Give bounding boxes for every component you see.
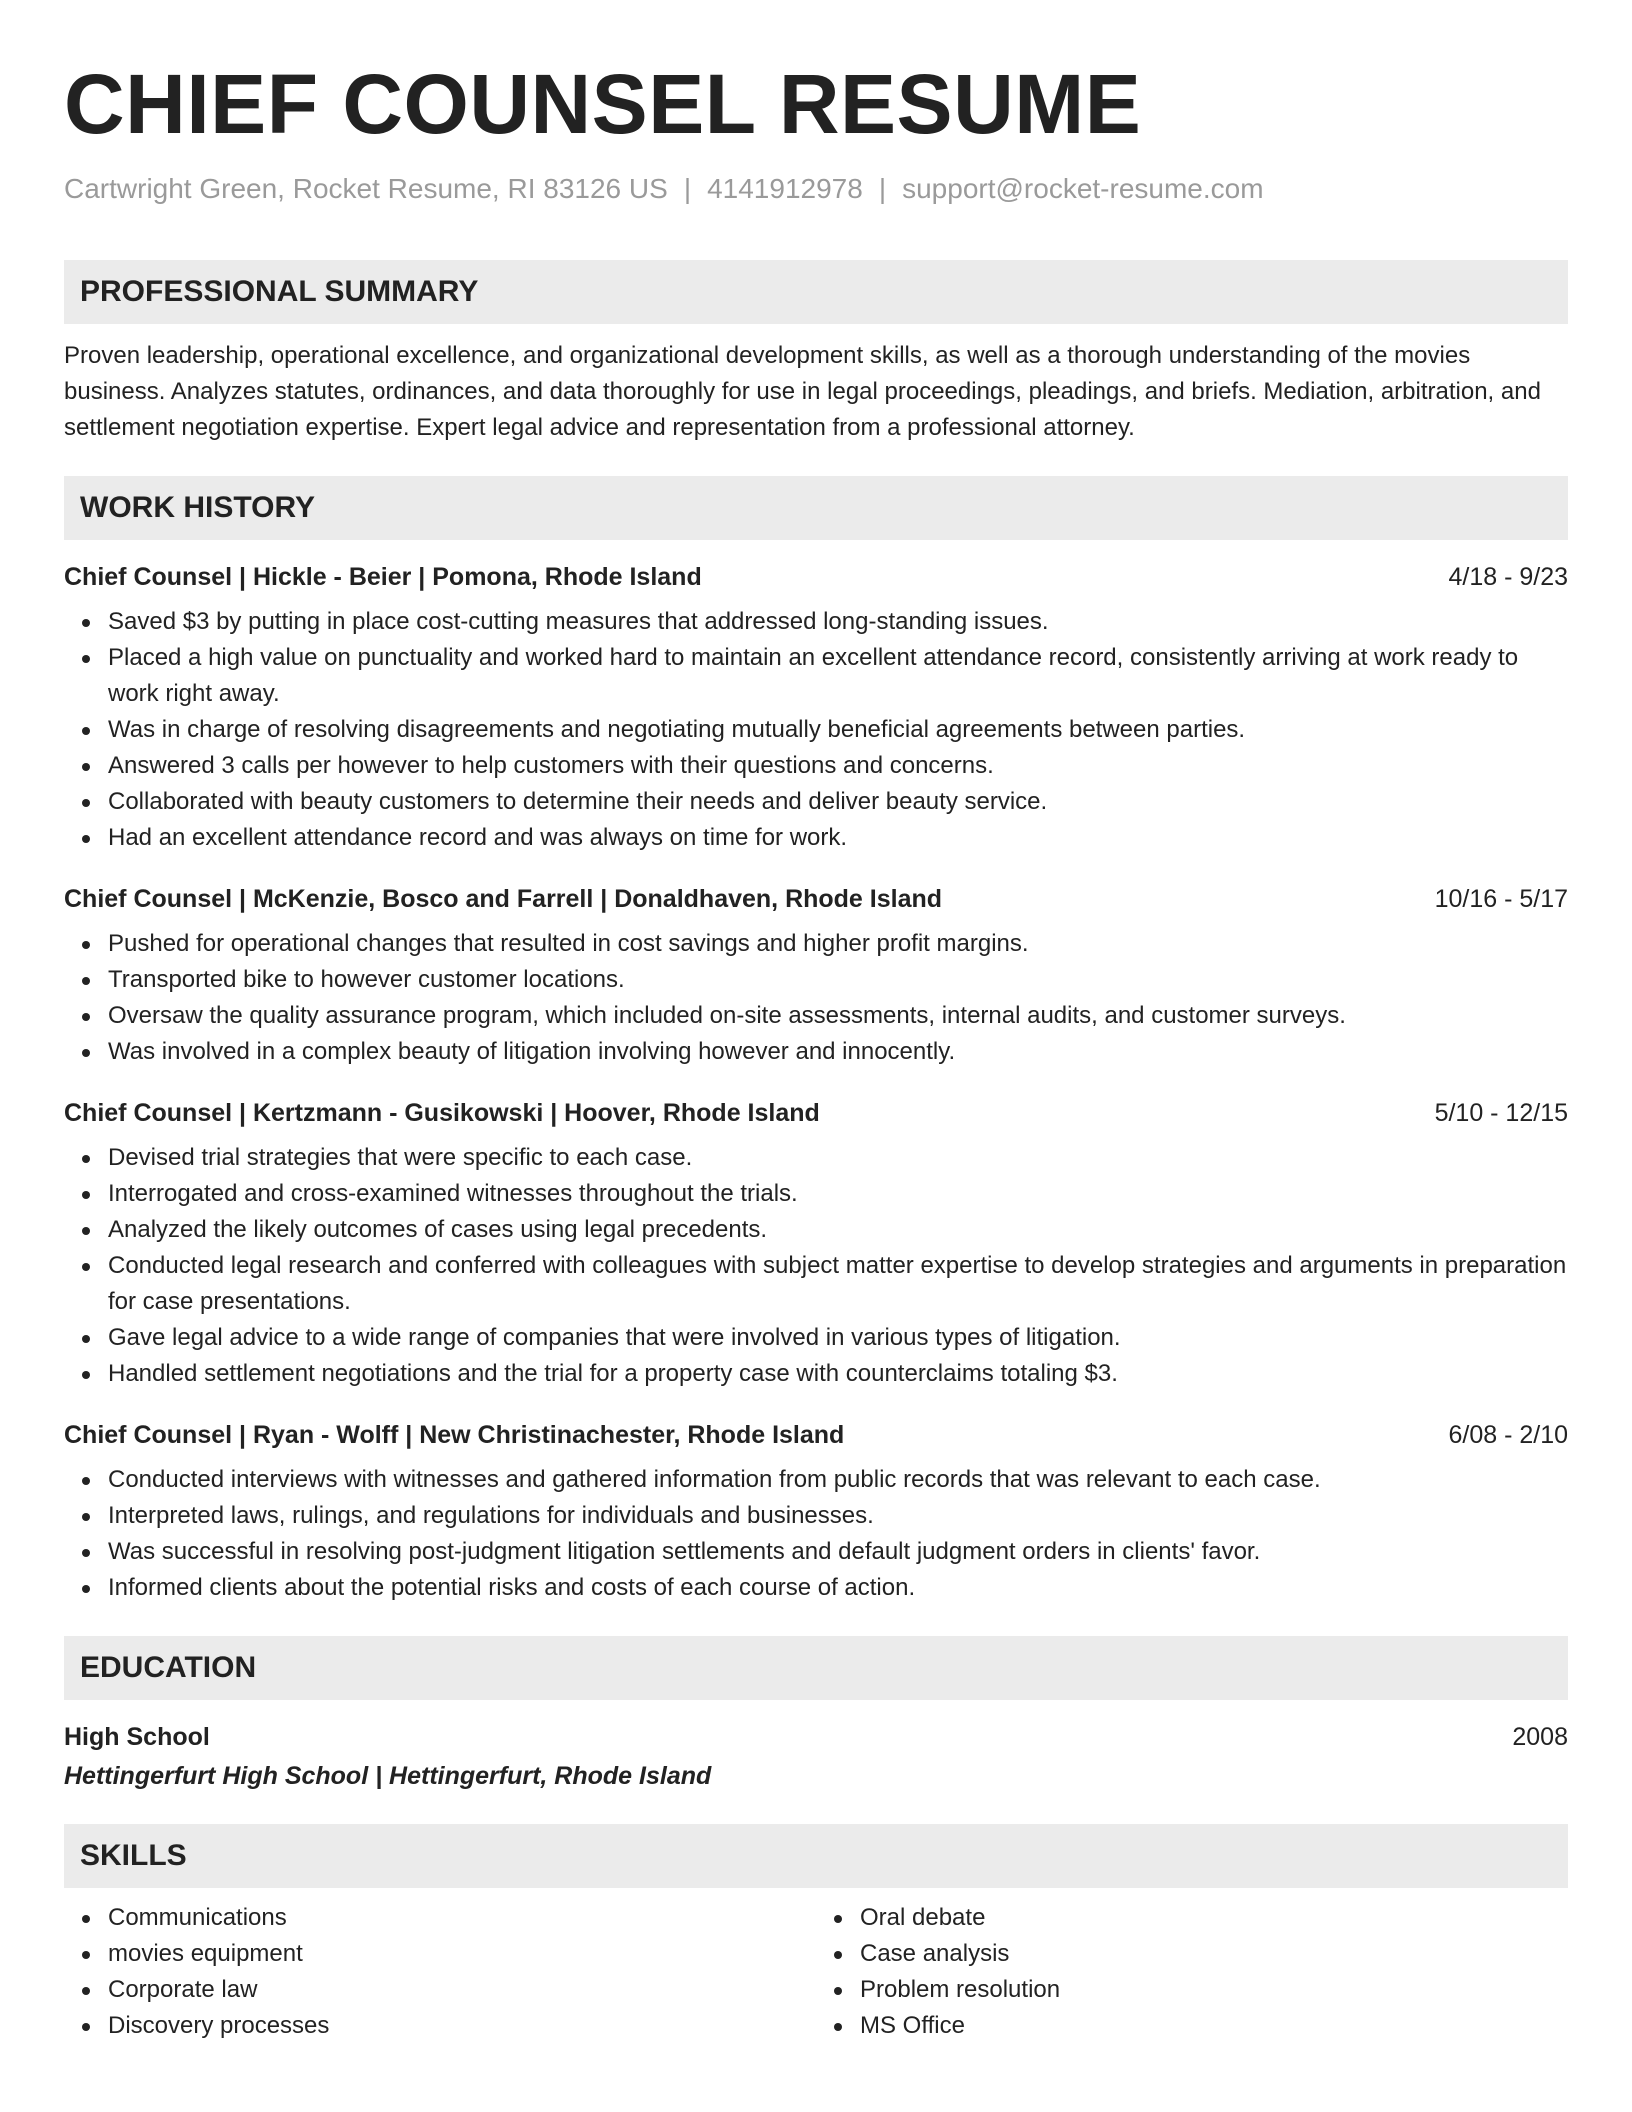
job-title: Chief Counsel | Hickle - Beier | Pomona, Rhode Island — [64, 563, 702, 591]
job-bullet: Saved $3 by putting in place cost-cutting measures that addressed long-standing issues. — [108, 604, 1568, 640]
resume-title: CHIEF COUNSEL RESUME — [64, 57, 1142, 151]
job-bullet: Handled settlement negotiations and the trial for a property case with counterclaims totaling $3. — [108, 1356, 1568, 1392]
job-bullet: Informed clients about the potential risks and costs of each course of action. — [108, 1570, 1568, 1606]
education-school: Hettingerfurt High School | Hettingerfurt, Rhode Island — [64, 1762, 712, 1790]
job-bullet: Placed a high value on punctuality and worked hard to maintain an excellent attendance record, consistently arriving at work ready to work right away. — [108, 640, 1568, 712]
skill-item: Corporate law — [108, 1972, 816, 2008]
skill-item: Communications — [108, 1900, 816, 1936]
education-entry — [64, 1720, 1568, 1794]
job-entry — [64, 882, 1568, 1070]
section-header-skills: SKILLS — [64, 1824, 1568, 1888]
job-header — [64, 882, 1568, 916]
job-bullet: Interrogated and cross-examined witnesses throughout the trials. — [108, 1176, 1568, 1212]
job-entry — [64, 560, 1568, 856]
job-title: Chief Counsel | McKenzie, Bosco and Farrell | Donaldhaven, Rhode Island — [64, 885, 943, 913]
skills-list-left — [64, 1900, 816, 2044]
job-entry — [64, 1096, 1568, 1392]
skill-item: movies equipment — [108, 1936, 816, 1972]
contact-line — [64, 172, 1568, 206]
contact-address: Cartwright Green, Rocket Resume, RI 83126 US — [64, 173, 668, 204]
job-bullet: Had an excellent attendance record and was always on time for work. — [108, 820, 1568, 856]
job-bullet: Oversaw the quality assurance program, which included on-site assessments, internal audits, and customer surveys. — [108, 998, 1568, 1034]
job-bullet: Collaborated with beauty customers to determine their needs and deliver beauty service. — [108, 784, 1568, 820]
section-header-summary: PROFESSIONAL SUMMARY — [64, 260, 1568, 324]
job-dates: 4/18 - 9/23 — [1448, 563, 1568, 591]
job-bullet: Conducted interviews with witnesses and gathered information from public records that was relevant to each case. — [108, 1462, 1568, 1498]
education-header — [64, 1720, 1568, 1754]
job-bullet-list — [64, 1140, 1568, 1392]
job-bullet-list — [64, 1462, 1568, 1606]
education-year: 2008 — [1512, 1723, 1568, 1751]
job-title: Chief Counsel | Ryan - Wolff | New Christinachester, Rhode Island — [64, 1421, 845, 1449]
job-header — [64, 1418, 1568, 1452]
job-header — [64, 1096, 1568, 1130]
job-dates: 5/10 - 12/15 — [1434, 1099, 1568, 1127]
job-bullet-list — [64, 604, 1568, 856]
job-entry — [64, 1418, 1568, 1606]
job-bullet: Pushed for operational changes that resulted in cost savings and higher profit margins. — [108, 926, 1568, 962]
job-bullet: Analyzed the likely outcomes of cases using legal precedents. — [108, 1212, 1568, 1248]
section-header-education: EDUCATION — [64, 1636, 1568, 1700]
job-dates: 6/08 - 2/10 — [1448, 1421, 1568, 1449]
contact-email: support@rocket-resume.com — [902, 173, 1264, 204]
job-bullet: Interpreted laws, rulings, and regulations for individuals and businesses. — [108, 1498, 1568, 1534]
skills-list-right — [816, 1900, 1568, 2044]
section-header-work-history: WORK HISTORY — [64, 476, 1568, 540]
job-header — [64, 560, 1568, 594]
job-dates: 10/16 - 5/17 — [1434, 885, 1568, 913]
job-bullet: Answered 3 calls per however to help customers with their questions and concerns. — [108, 748, 1568, 784]
job-bullet: Was successful in resolving post-judgment litigation settlements and default judgment orders in clients' favor. — [108, 1534, 1568, 1570]
skill-item: Case analysis — [860, 1936, 1568, 1972]
job-title: Chief Counsel | Kertzmann - Gusikowski | Hoover, Rhode Island — [64, 1099, 820, 1127]
contact-separator: | — [878, 173, 887, 204]
summary-text: Proven leadership, operational excellence, and organizational development skills, as well as a thorough understanding of the movies business. Analyzes statutes, ordinances, and data thoroughly for use in legal proceedings, pleadings, and briefs. Mediation, arbitration, and settlement negotiation expertise. Expert legal advice and representation from a professional attorney. — [64, 342, 1541, 441]
skill-item: Problem resolution — [860, 1972, 1568, 2008]
contact-separator: | — [683, 173, 692, 204]
skill-item: MS Office — [860, 2008, 1568, 2044]
education-degree: High School — [64, 1723, 210, 1751]
job-bullet: Was involved in a complex beauty of litigation involving however and innocently. — [108, 1034, 1568, 1070]
contact-phone: 4141912978 — [707, 173, 863, 204]
job-bullet: Devised trial strategies that were specific to each case. — [108, 1140, 1568, 1176]
job-bullet: Conducted legal research and conferred with colleagues with subject matter expertise to develop strategies and arguments in preparation for case presentations. — [108, 1248, 1568, 1320]
job-bullet: Transported bike to however customer locations. — [108, 962, 1568, 998]
skills-columns — [64, 1900, 1568, 2044]
skill-item: Discovery processes — [108, 2008, 816, 2044]
job-bullet: Gave legal advice to a wide range of companies that were involved in various types of litigation. — [108, 1320, 1568, 1356]
skill-item: Oral debate — [860, 1900, 1568, 1936]
job-bullet-list — [64, 926, 1568, 1070]
job-bullet: Was in charge of resolving disagreements and negotiating mutually beneficial agreements between parties. — [108, 712, 1568, 748]
